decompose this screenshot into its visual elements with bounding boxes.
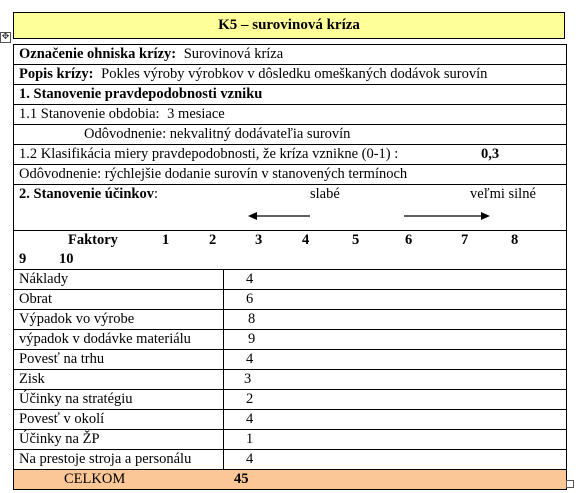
factor-row — [14, 270, 566, 290]
period-row — [14, 105, 566, 125]
factor-row — [14, 450, 566, 470]
factor-name: Zisk — [19, 371, 45, 387]
probability-reason: Odôvodnenie: rýchlejšie dodanie surovín v stanovených termínoch — [14, 165, 566, 185]
probability-row — [14, 145, 566, 165]
factor-name: Účinky na stratégiu — [19, 391, 133, 407]
arrow-right-icon — [404, 211, 490, 221]
factor-row — [14, 310, 566, 330]
factor-row — [14, 370, 566, 390]
scale-number: 6 — [405, 232, 413, 248]
factor-row — [14, 410, 566, 430]
probability-value: 0,3 — [481, 146, 500, 162]
factors-header-row — [14, 231, 566, 270]
factor-name: Obrat — [19, 291, 53, 307]
document-title: K5 – surovinová kríza — [13, 12, 565, 39]
factor-name: Povesť v okolí — [19, 411, 105, 427]
table-move-handle-icon[interactable]: ✥ — [1, 32, 10, 42]
total-label: CELKOM — [64, 471, 126, 487]
factor-name: výpadok v dodávke materiálu — [19, 331, 191, 347]
factor-score: 4 — [246, 271, 254, 287]
factor-name: Na prestoje stroja a personálu — [19, 451, 192, 467]
scale-number: 7 — [461, 232, 469, 248]
factor-score: 4 — [246, 411, 254, 427]
description-label: Popis krízy: — [19, 66, 94, 82]
period-reason: Odôvodnenie: nekvalitný dodávateľia surovín — [14, 125, 566, 145]
scale-strong-label: veľmi silné — [470, 186, 536, 202]
scale-number: 4 — [302, 232, 310, 248]
factor-name: Účinky na ŽP — [19, 431, 100, 447]
section2-label: 2. Stanovenie účinkov — [19, 186, 154, 202]
factor-score: 4 — [246, 351, 254, 367]
factor-row — [14, 350, 566, 370]
scale-number: 10 — [59, 251, 74, 267]
period-label: 1.1 Stanovenie obdobia: — [19, 106, 160, 122]
crisis-table — [13, 44, 567, 490]
effects-row — [14, 185, 566, 231]
factor-row — [14, 330, 566, 350]
description-row — [14, 65, 566, 85]
factor-score: 9 — [248, 331, 256, 347]
table-resize-handle-icon[interactable] — [566, 480, 574, 488]
scale-number: 3 — [255, 232, 263, 248]
factor-score: 4 — [246, 451, 254, 467]
factors-label: Faktory — [68, 232, 118, 248]
factor-score: 8 — [248, 311, 256, 327]
factor-row — [14, 290, 566, 310]
factor-row — [14, 430, 566, 450]
focus-row — [14, 45, 566, 65]
factor-name: Náklady — [19, 271, 69, 287]
focus-label: Označenie ohniska krízy: — [19, 46, 177, 62]
focus-value: Surovinová kríza — [183, 46, 284, 62]
probability-label: 1.2 Klasifikácia miery pravdepodobnosti, že kríza vznikne (0-1) : — [19, 146, 399, 162]
scale-weak-label: slabé — [310, 186, 340, 202]
scale-number: 8 — [511, 232, 519, 248]
scale-number: 9 — [19, 251, 27, 267]
description-value: Pokles výroby výrobkov v dôsledku omeškaných dodávok surovín — [101, 66, 488, 82]
section2-colon: : — [153, 186, 158, 202]
factor-score: 1 — [246, 431, 254, 447]
total-value: 45 — [234, 471, 249, 487]
arrow-left-icon — [248, 211, 310, 221]
factor-score: 2 — [246, 391, 254, 407]
factor-name: Povesť na trhu — [19, 351, 105, 367]
scale-number: 1 — [162, 232, 170, 248]
factor-score: 6 — [246, 291, 254, 307]
factor-name: Výpadok vo výrobe — [19, 311, 135, 327]
section1-heading: 1. Stanovenie pravdepodobnosti vzniku — [14, 85, 566, 105]
total-row — [14, 470, 566, 490]
scale-number: 5 — [352, 232, 360, 248]
period-value: 3 mesiace — [167, 106, 225, 122]
scale-number: 2 — [209, 232, 217, 248]
factor-row — [14, 390, 566, 410]
factor-score: 3 — [244, 371, 252, 387]
